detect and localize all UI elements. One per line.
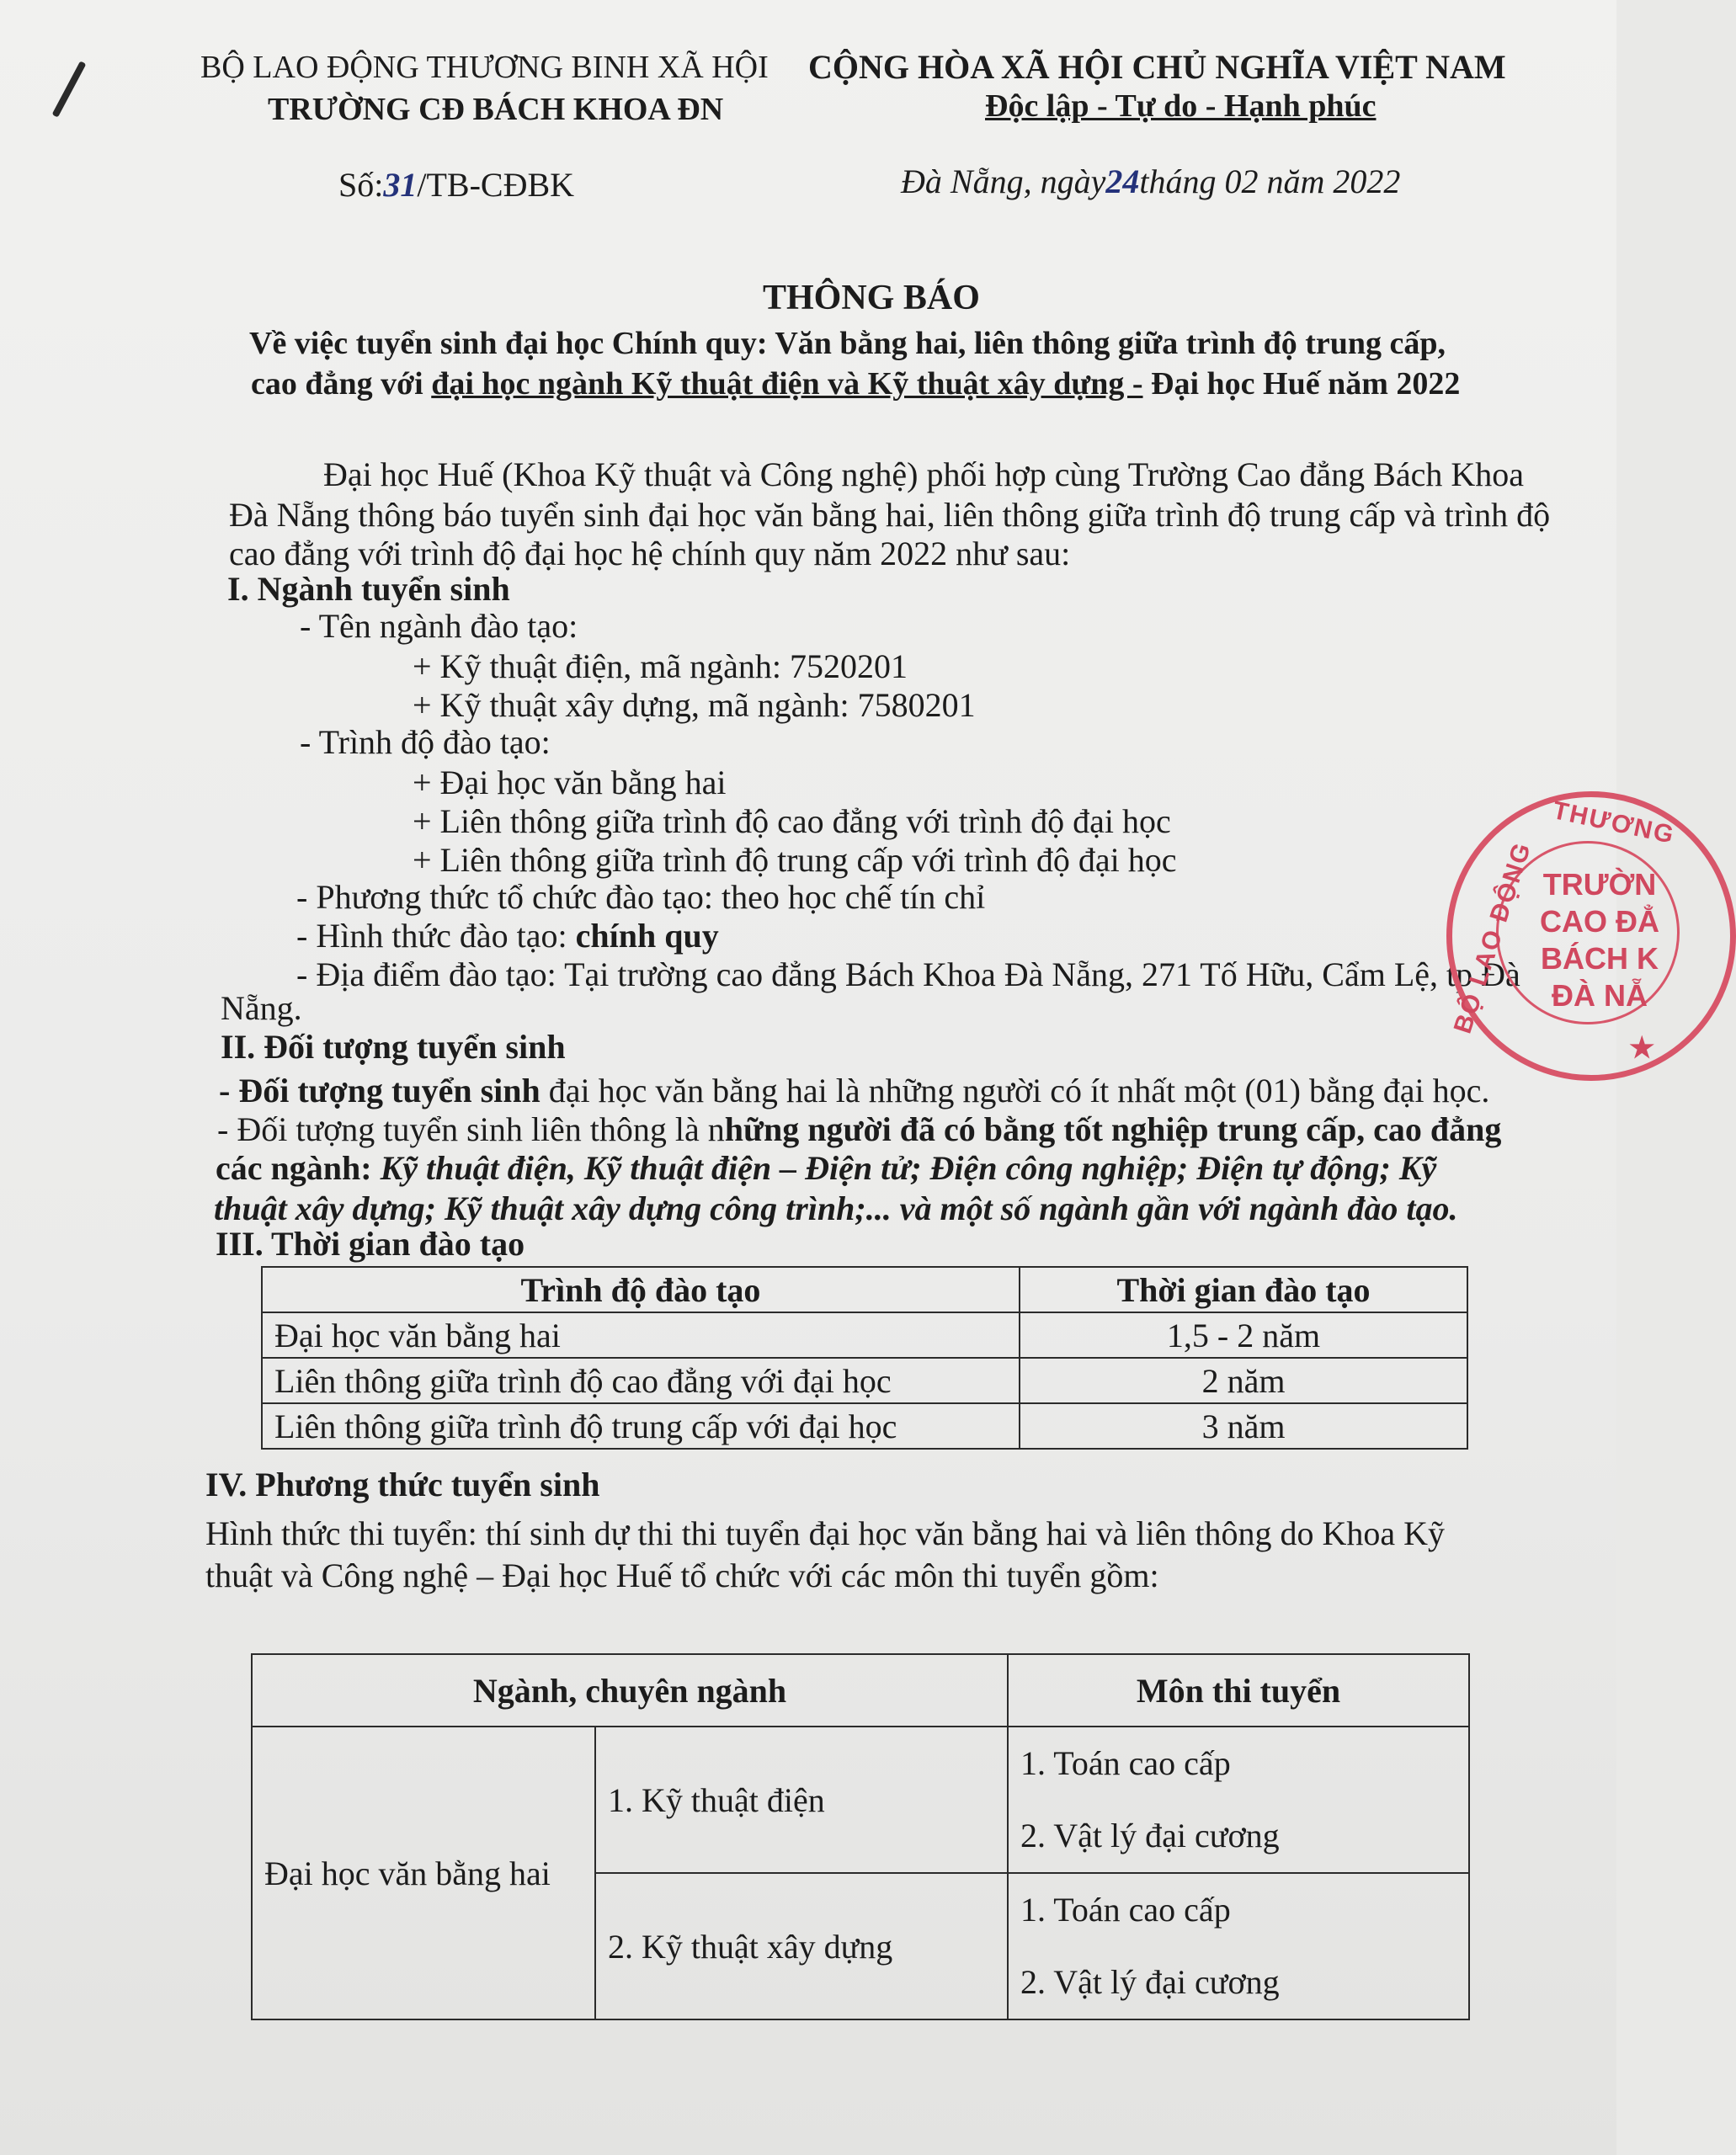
subtitle-line-2 [251,365,1460,402]
table-cell-major: 2. Kỹ thuật xây dựng [595,1873,1008,2019]
subtitle-part-c: Đại học Huế năm 2022 [1142,366,1461,402]
table-row [252,1727,1469,1873]
training-duration-table [261,1266,1468,1450]
training-form [296,916,719,955]
number-prefix: Số: [338,166,384,204]
exam-subjects-table [251,1653,1470,2020]
exam-text-line-1: Hình thức thi tuyển: thí sinh dự thi thi tuyển đại học văn bằng hai và liên thông do Khoa Kỹ [205,1514,1446,1552]
target-p1-bold: - Đối tượng tuyển sinh [219,1072,541,1109]
table-cell-subjects [1008,1727,1469,1873]
table-cell-major: 1. Kỹ thuật điện [595,1727,1008,1873]
major-2: + Kỹ thuật xây dựng, mã ngành: 7580201 [413,686,976,724]
target-p2-bold: hững người đã có bằng tốt nghiệp trung cấp, cao đẳng [724,1110,1502,1148]
target-paragraph-2-line-3: thuật xây dựng; Kỹ thuật xây dựng công trình;... và một số ngành gần với ngành đào tạo. [214,1189,1458,1227]
training-method: - Phương thức tổ chức đào tạo: theo học chế tín chỉ [296,878,986,916]
table-row [262,1358,1467,1403]
ministry-name: BỘ LAO ĐỘNG THƯƠNG BINH XÃ HỘI [200,50,769,85]
table-cell-subjects [1008,1873,1469,2019]
section-3-heading: III. Thời gian đào tạo [216,1225,525,1263]
levels-label: - Trình độ đào tạo: [300,723,551,761]
stamp-core-line: BÁCH K [1541,941,1659,976]
table-header-subjects: Môn thi tuyển [1008,1654,1469,1727]
target-paragraph-2-line-1 [217,1109,1501,1149]
handwritten-number: 31 [383,166,418,204]
handwritten-day: 24 [1105,162,1140,200]
subtitle-line-1: Về việc tuyển sinh đại học Chính quy: Văn bằng hai, liên thông giữa trình độ trung cấp, [249,326,1446,361]
table-header-duration: Thời gian đào tạo [1020,1267,1467,1312]
subject-item: 2. Vật lý đại cương [1020,1963,1280,2001]
number-suffix: /TB-CĐBK [417,166,575,204]
table-cell-duration: 3 năm [1020,1403,1467,1449]
section-4-heading: IV. Phương thức tuyển sinh [205,1466,600,1503]
pen-stroke-mark [52,61,87,117]
location-line-1: - Địa điểm đào tạo: Tại trường cao đẳng Bách Khoa Đà Nẵng, 271 Tố Hữu, Cẩm Lệ, tp Đà [296,955,1520,993]
intro-line-1: Đại học Huế (Khoa Kỹ thuật và Công nghệ) phối hợp cùng Trường Cao đẳng Bách Khoa [323,455,1524,493]
motto: Độc lập - Tự do - Hạnh phúc [985,88,1377,124]
table-header-major: Ngành, chuyên ngành [252,1654,1008,1727]
table-cell-duration: 2 năm [1020,1358,1467,1403]
table-header-row [252,1654,1469,1727]
level-1: + Đại học văn bằng hai [413,764,727,801]
document-title: THÔNG BÁO [763,279,980,317]
stamp-star-icon: ★ [1629,1032,1657,1064]
date-suffix: tháng 02 năm 2022 [1139,162,1401,200]
level-3: + Liên thông giữa trình độ trung cấp với trình độ đại học [413,841,1177,879]
table-row [262,1403,1467,1449]
subject-item: 2. Vật lý đại cương [1020,1817,1280,1854]
stamp-ring-left-text: BỘ LAO ĐỘNG [1448,838,1537,1037]
intro-line-3: cao đẳng với trình độ đại học hệ chính quy năm 2022 như sau: [229,535,1071,572]
table-cell-level: Đại học văn bằng hai [262,1312,1020,1358]
table-row [262,1312,1467,1358]
date-prefix: Đà Nẵng, ngày [901,162,1106,200]
stamp-ring-top-text: THƯƠNG [1550,796,1678,849]
document-number [338,165,574,205]
location-line-2: Nẵng. [221,989,302,1027]
stamp-core-line: TRƯỜN [1542,867,1657,902]
majors-label: - Tên ngành đào tạo: [300,607,578,645]
subject-item: 1. Toán cao cấp [1020,1891,1231,1929]
target-p2-line2-bold: các ngành: [216,1149,381,1187]
subject-item: 1. Toán cao cấp [1020,1744,1231,1782]
subtitle-part-a: cao đẳng với [251,366,432,402]
table-header-level: Trình độ đào tạo [262,1267,1020,1312]
table-cell-level: Liên thông giữa trình độ cao đẳng với đại học [262,1358,1020,1403]
training-form-label: - Hình thức đào tạo: [296,917,576,955]
section-1-heading: I. Ngành tuyển sinh [227,570,510,608]
target-p2-line2-italic: Kỹ thuật điện, Kỹ thuật điện – Điện tử; Điện công nghiệp; Điện tự động; Kỹ [380,1149,1437,1187]
section-2-heading: II. Đối tượng tuyển sinh [221,1028,566,1066]
level-2: + Liên thông giữa trình độ cao đẳng với trình độ đại học [413,802,1171,840]
exam-text-line-2: thuật và Công nghệ – Đại học Huế tổ chức với các môn thi tuyển gồm: [205,1556,1159,1594]
major-1: + Kỹ thuật điện, mã ngành: 7520201 [413,647,908,685]
country-name: CỘNG HÒA XÃ HỘI CHỦ NGHĨA VIỆT NAM [808,48,1506,86]
intro-line-2: Đà Nẵng thông báo tuyển sinh đại học văn bằng hai, liên thông giữa trình độ trung cấp và trình độ [229,496,1551,534]
training-form-value: chính quy [575,917,719,955]
table-header-row [262,1267,1467,1312]
document-date [901,162,1400,201]
stamp-core-line: ĐÀ NẴ [1552,978,1648,1013]
stamp-core-line: CAO ĐẲ [1540,904,1659,939]
target-paragraph-1 [219,1071,1489,1110]
table-cell-program: Đại học văn bằng hai [252,1727,595,2019]
table-cell-duration: 1,5 - 2 năm [1020,1312,1467,1358]
target-p2-normal: - Đối tượng tuyển sinh liên thông là n [217,1110,725,1148]
target-paragraph-2-line-2 [216,1148,1436,1188]
school-seal-stamp [1446,791,1736,1081]
target-p1-rest: đại học văn bằng hai là những người có ít nhất một (01) bằng đại học. [540,1072,1490,1109]
school-name: TRƯỜNG CĐ BÁCH KHOA ĐN [268,92,724,127]
subtitle-part-b: đại học ngành Kỹ thuật điện và Kỹ thuật xây dựng - [431,366,1143,402]
table-cell-level: Liên thông giữa trình độ trung cấp với đại học [262,1403,1020,1449]
